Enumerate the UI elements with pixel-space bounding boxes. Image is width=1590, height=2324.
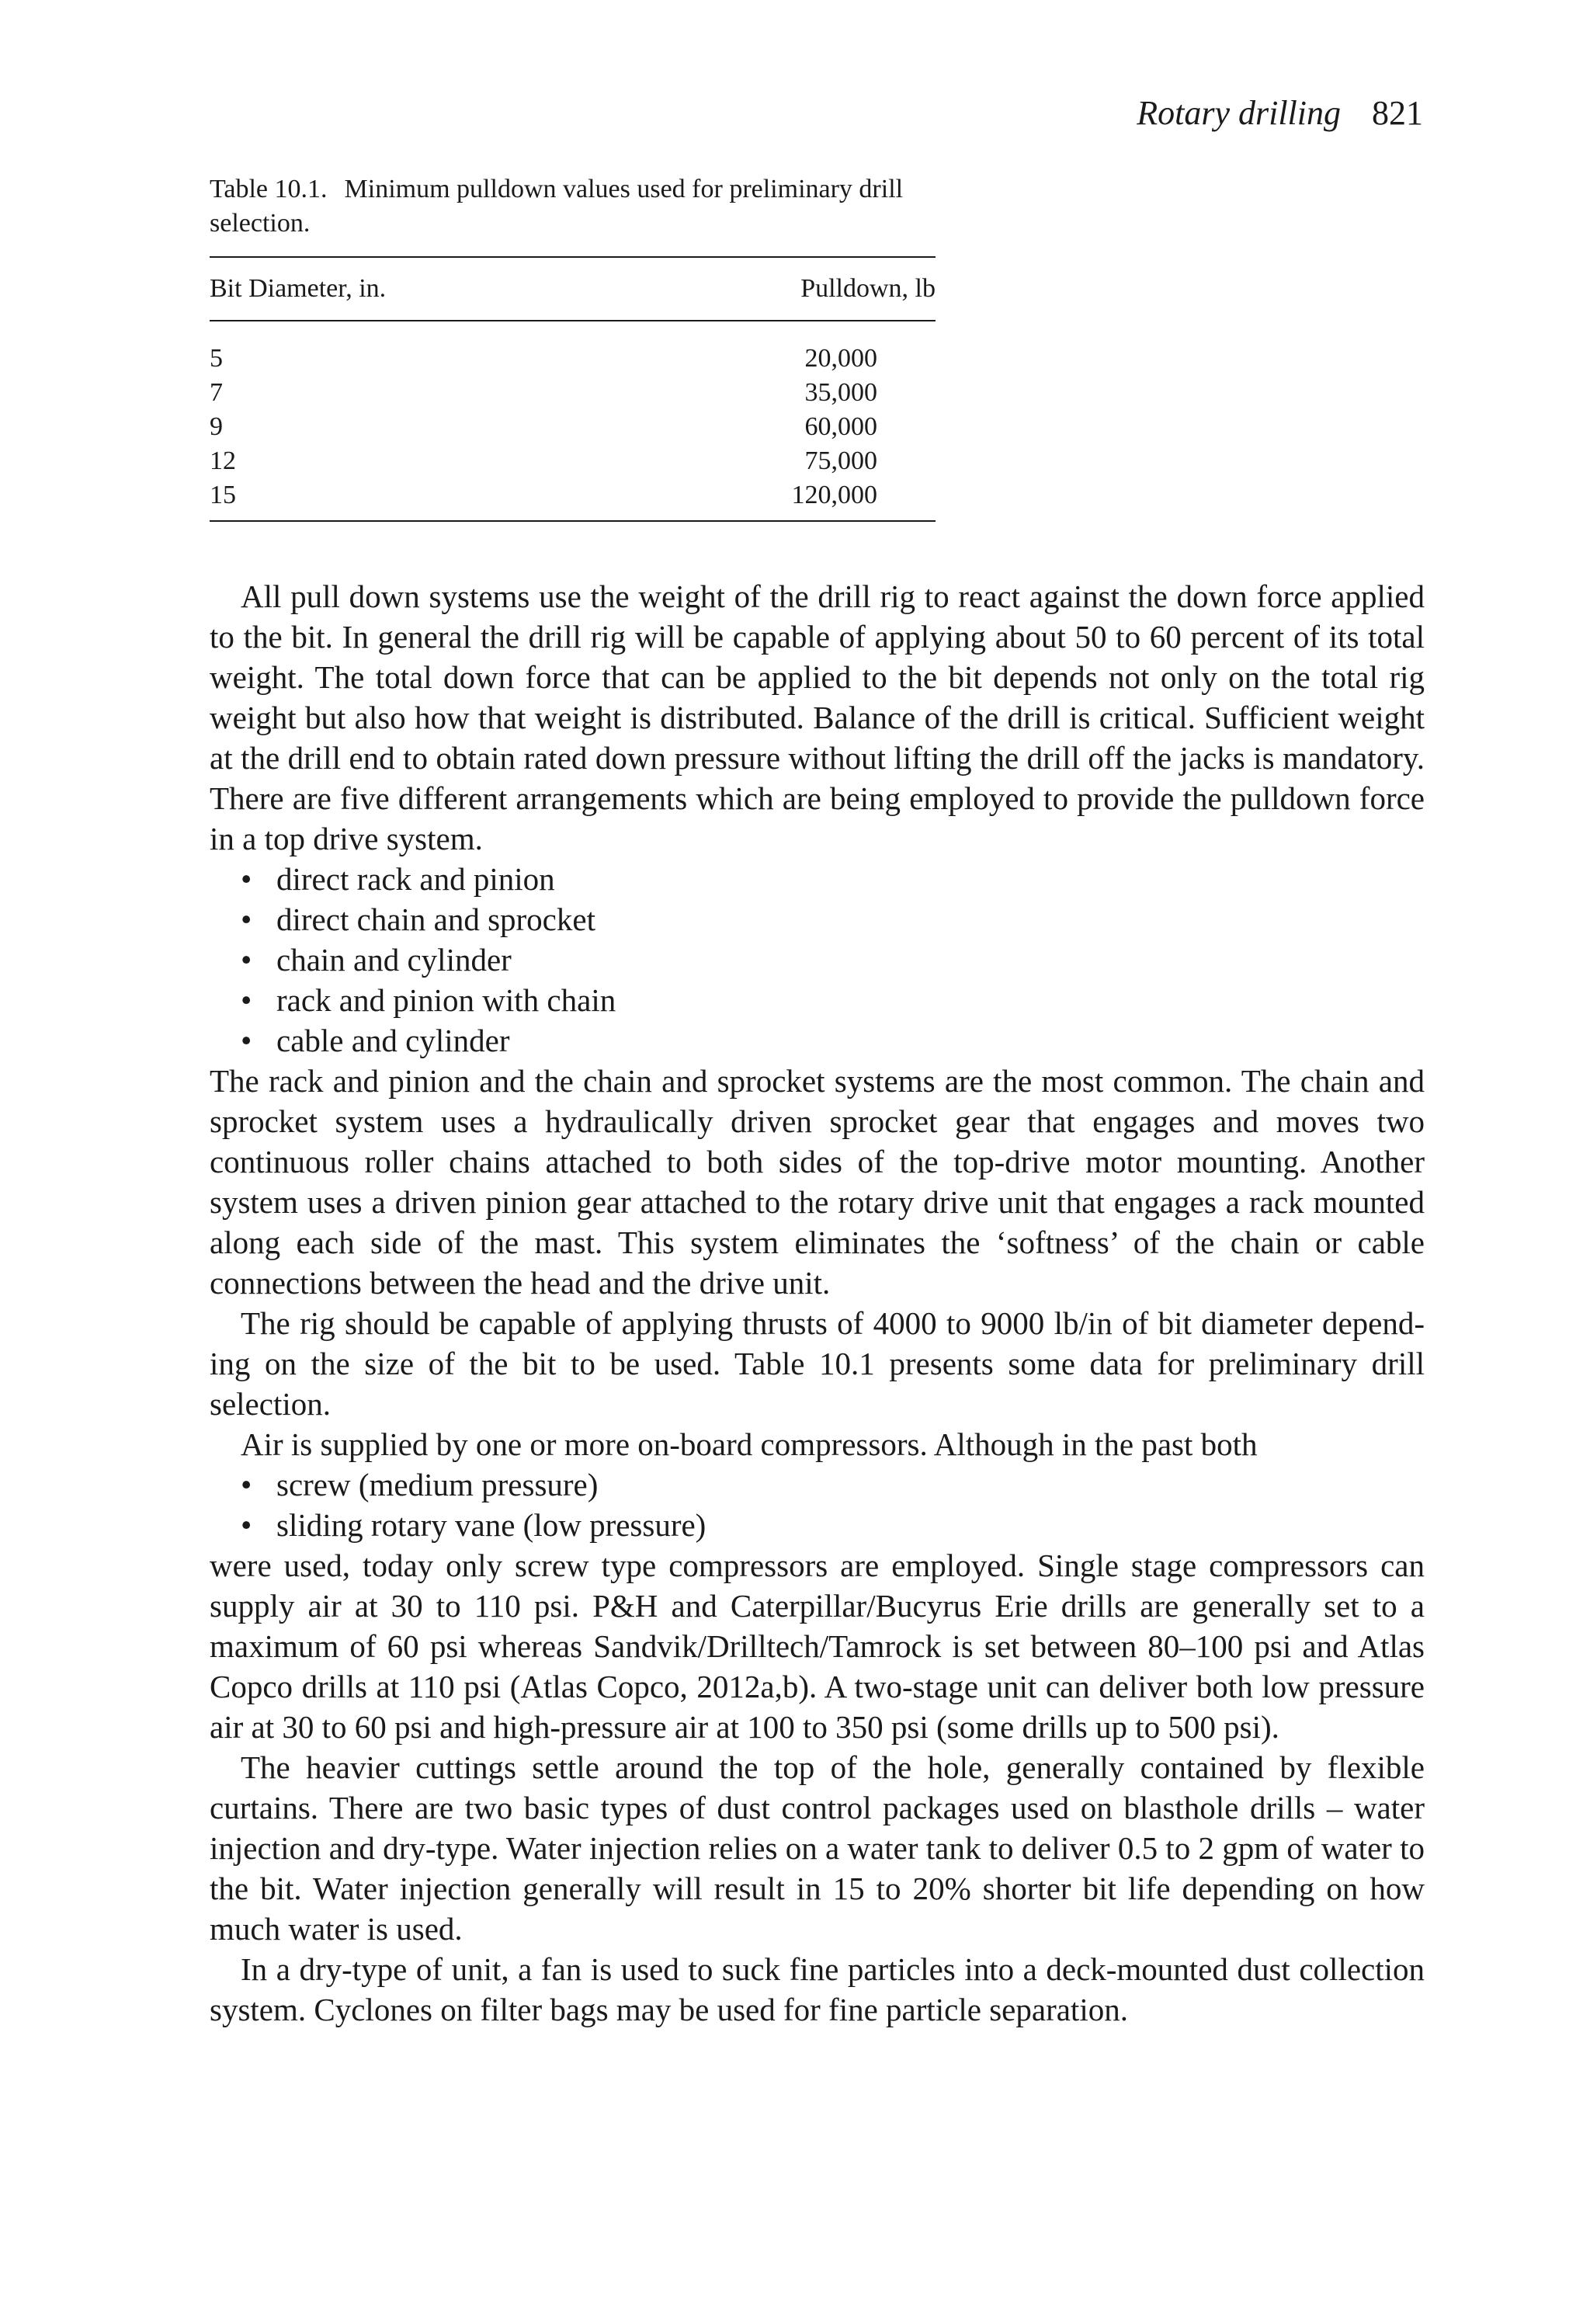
table-cell-bit-diameter: 7 <box>210 378 223 407</box>
table-cell-pulldown: 60,000 <box>804 412 877 441</box>
list-item <box>241 940 1425 980</box>
table-cell-pulldown: 35,000 <box>804 378 877 407</box>
table-body <box>210 321 936 520</box>
list-item-text: cable and cylinder <box>276 1023 510 1058</box>
list-item <box>241 1464 1425 1505</box>
table-bottom-rule <box>210 520 936 522</box>
list-item <box>241 1505 1425 1545</box>
bullet-icon: • <box>241 1507 252 1543</box>
list-item-text: direct chain and sprocket <box>276 901 595 937</box>
list-item-text: direct rack and pinion <box>276 861 555 897</box>
paragraph-dry-type: In a dry-type of unit, a fan is used to suck fine particles into a deck-mounted dust collection system. Cyclones on filter bags may be used for fine particle separation. <box>210 1951 1425 2027</box>
table-row <box>210 376 936 410</box>
list-item-text: rack and pinion with chain <box>276 982 616 1018</box>
bullet-icon: • <box>241 1467 252 1502</box>
table-caption <box>210 172 936 241</box>
compressor-types-list <box>210 1464 1425 1545</box>
table-header-pulldown: Pulldown, lb <box>800 274 936 303</box>
pulldown-arrangements-list <box>210 859 1425 1061</box>
bullet-icon: • <box>241 861 252 897</box>
list-item <box>241 1020 1425 1061</box>
bullet-icon: • <box>241 942 252 978</box>
paragraph-compressors: were used, today only screw type compressors are employed. Single stage compressors can supply air at 30 to 110 psi. P&H and Caterpillar/Bucyrus Erie drills are generally set to a maximum of 60 psi whereas Sandvik/Drilltech/Tamrock is set between 80–100 psi and Atlas Copco drills at 110 psi (Atlas Copco, 2012a,b). A two-stage unit can deliver both low pressure air at 30 to 60 psi and high-pressure air at 100 to 350 psi (some drills up to 500 psi). <box>210 1548 1425 1745</box>
paragraph-rack-and-pinion: The rack and pinion and the chain and sprocket systems are the most common. The chain and sprocket system uses a hydraulically driven sprocket gear that engages and moves two continuous roller chains attached to both sides of the top-drive motor mounting. Another system uses a driven pinion gear attached to the rotary drive unit that engages a rack mounted along each side of the mast. This system eliminates the ‘softness’ of the chain or cable connections between the head and the drive unit. <box>210 1063 1425 1301</box>
page-number: 821 <box>1372 94 1423 132</box>
table-cell-bit-diameter: 9 <box>210 412 223 441</box>
list-item <box>241 899 1425 940</box>
list-item <box>241 980 1425 1020</box>
table-header-row <box>210 258 936 320</box>
list-item-text: sliding rotary vane (low pressure) <box>276 1507 706 1543</box>
paragraph-dust-control: The heavier cuttings settle around the top of the hole, generally contained by flexible curtains. There are two basic types of dust control packages used on blasthole drills – water injection and dry-type. Water injection relies on a water tank to deliver 0.5 to 2 gpm of water to the bit. Water injection generally will result in 15 to 20% shorter bit life depending on how much water is used. <box>210 1749 1425 1947</box>
paragraph-air-supply: Air is supplied by one or more on-board compressors. Although in the past both <box>241 1426 1258 1462</box>
table-header-bit-diameter: Bit Diameter, in. <box>210 274 387 303</box>
list-item-text: chain and cylinder <box>276 942 512 978</box>
table-row <box>210 342 936 376</box>
table-row <box>210 478 936 512</box>
bullet-icon: • <box>241 1023 252 1058</box>
table-caption-label: Table 10.1. <box>210 175 328 203</box>
table-cell-pulldown: 75,000 <box>804 446 877 475</box>
table-cell-pulldown: 120,000 <box>791 481 877 509</box>
running-head <box>1137 93 1423 134</box>
table-10-1 <box>210 172 936 522</box>
table-caption-text: Minimum pulldown values used for preliminary drill selection. <box>210 175 904 238</box>
table-cell-bit-diameter: 15 <box>210 481 236 509</box>
table-cell-pulldown: 20,000 <box>804 344 877 373</box>
paragraph-thrust: The rig should be capable of applying thrusts of 4000 to 9000 lb/in of bit diameter depending on the size of the bit to be used. Table 10.1 presents some data for preliminary drill selection. <box>210 1305 1425 1422</box>
body-text <box>210 576 1425 2030</box>
bullet-icon: • <box>241 901 252 937</box>
table-row <box>210 444 936 478</box>
bullet-icon: • <box>241 982 252 1018</box>
table-row <box>210 410 936 444</box>
table-cell-bit-diameter: 12 <box>210 446 236 475</box>
list-item-text: screw (medium pressure) <box>276 1467 599 1502</box>
paragraph-pulldown-systems: All pull down systems use the weight of the drill rig to react against the down force applied to the bit. In general the drill rig will be capable of applying about 50 to 60 percent of its total weight. The total down force that can be applied to the bit depends not only on the total rig weight but also how that weight is distributed. Balance of the drill is critical. Sufficient weight at the drill end to obtain rated down pressure without lifting the drill off the jacks is mandatory. There are five different arrangements which are being employed to provide the pulldown force in a top drive system. <box>210 578 1425 856</box>
list-item <box>241 859 1425 899</box>
table-cell-bit-diameter: 5 <box>210 344 223 373</box>
running-head-title: Rotary drilling <box>1137 94 1341 132</box>
